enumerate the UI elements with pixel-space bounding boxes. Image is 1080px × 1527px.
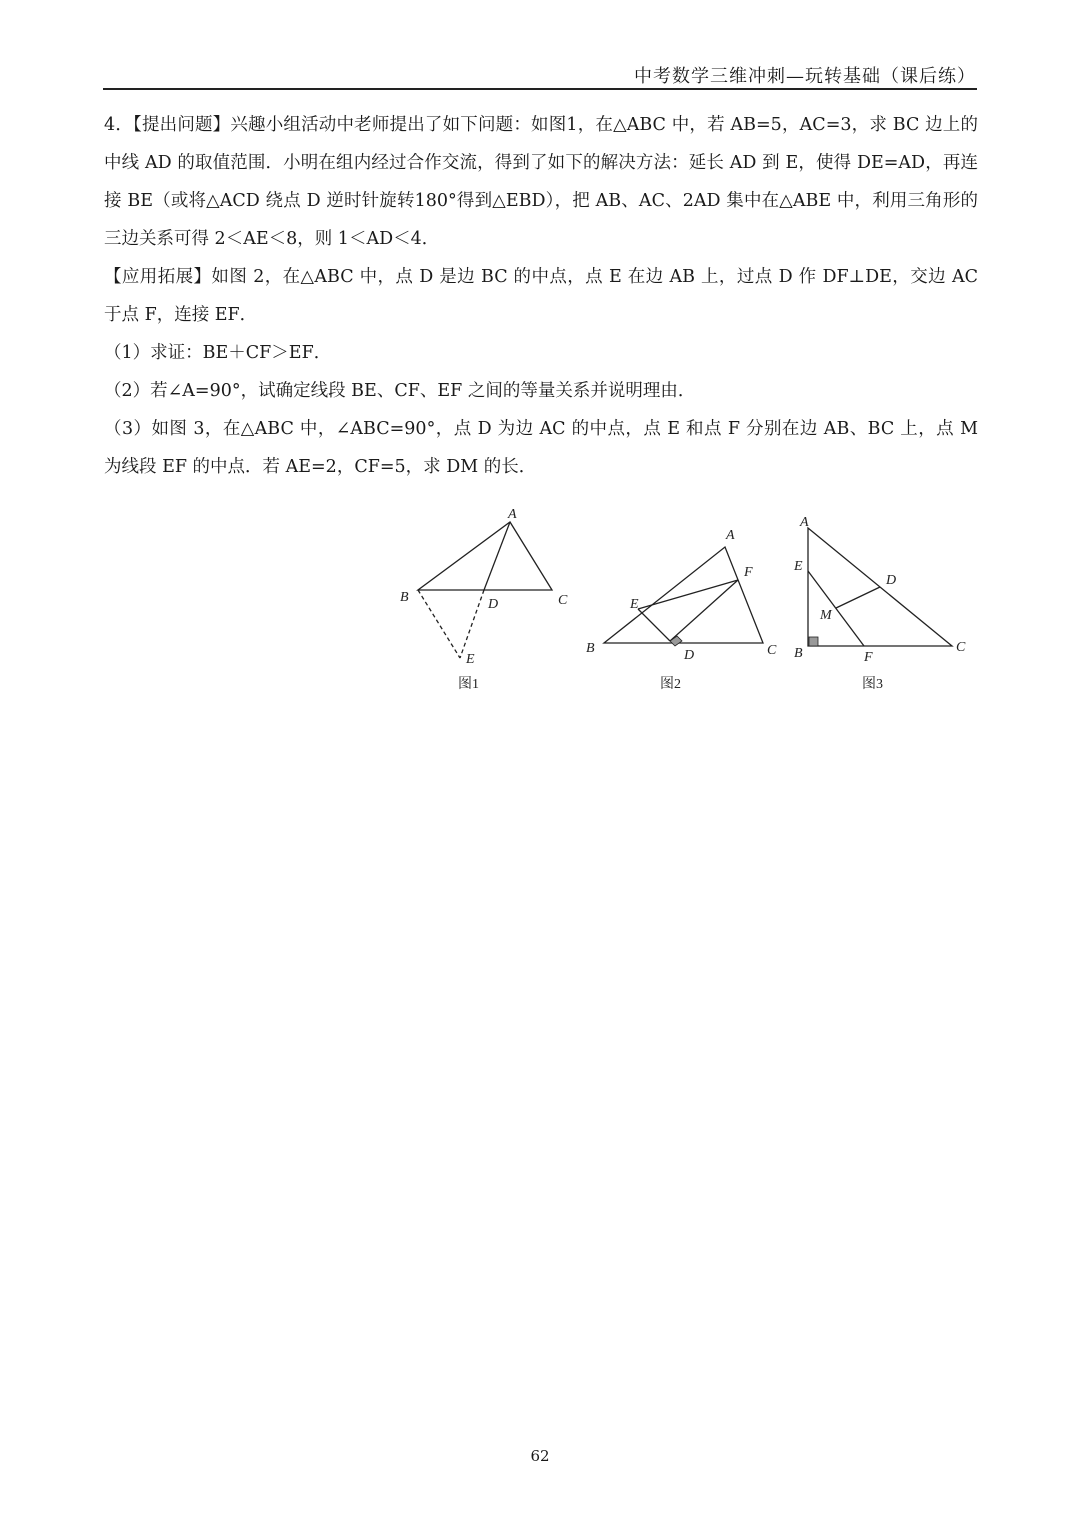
figure-3	[780, 500, 980, 700]
fig3-label-f: F	[864, 650, 873, 665]
fig1-triangle-abc	[418, 522, 552, 590]
fig3-segment-md	[836, 587, 880, 608]
fig2-label-b: B	[586, 641, 595, 656]
fig1-label-a: A	[508, 507, 517, 522]
fig2-right-angle-mark	[670, 636, 682, 646]
figure-1	[380, 500, 580, 700]
fig1-label-d: D	[488, 597, 499, 612]
fig2-label-a: A	[726, 528, 735, 543]
question-2: （2）若∠A=90°，试确定线段 BE、CF、EF 之间的等量关系并说明理由．	[104, 381, 696, 401]
figures-row	[380, 500, 980, 700]
fig1-segment-de	[460, 590, 484, 658]
problem-intro: 4．【提出问题】兴趣小组活动中老师提出了如下问题：如图1，在△ABC 中，若 AB=5，AC=3，求 BC 边上的中线 AD 的取值范围．小明在组内经过合作交流，得到了如下的解决方法：延长 AD 到 E，使得 DE=AD，再连接 BE（或将△ACD 绕点 D 逆时针旋转180°得到△EBD），把 AB、AC、2AD 集中在△ABE 中，利用三角形的三边关系可得 2＜AE＜8，则 1＜AD＜4．	[104, 115, 978, 249]
fig3-label-b: B	[794, 646, 803, 661]
question-1: （1）求证：BE＋CF＞EF．	[104, 343, 332, 363]
problem-extension: 【应用拓展】如图 2，在△ABC 中，点 D 是边 BC 的中点，点 E 在边 AB 上，过点 D 作 DF⊥DE，交边 AC 于点 F，连接 EF．	[104, 267, 978, 325]
fig1-label-e: E	[466, 652, 475, 667]
fig3-label-d: D	[886, 573, 897, 588]
fig2-label-d: D	[684, 648, 695, 663]
fig2-segment-ef	[638, 580, 738, 609]
fig2-segment-df	[670, 580, 738, 641]
fig1-segment-be	[418, 590, 460, 658]
fig3-label-c: C	[956, 640, 966, 655]
fig3-label-e: E	[794, 559, 803, 574]
fig1-label-c: C	[558, 593, 568, 608]
fig3-segment-ef	[808, 571, 864, 646]
fig3-caption: 图3	[862, 677, 883, 692]
fig2-label-c: C	[767, 643, 777, 658]
page-number: 62	[530, 1447, 550, 1465]
header-rule	[103, 88, 977, 90]
fig2-segment-ed	[638, 609, 670, 641]
question-3: （3）如图 3，在△ABC 中，∠ABC=90°，点 D 为边 AC 的中点，点 E 和点 F 分别在边 AB、BC 上，点 M 为线段 EF 的中点．若 AE=2，CF=5，求 DM 的长．	[104, 419, 978, 477]
fig2-caption: 图2	[660, 677, 681, 692]
figure-2	[580, 500, 780, 700]
fig3-label-a: A	[800, 515, 809, 530]
running-header: 中考数学三维冲刺—玩转基础（课后练）	[634, 66, 976, 87]
problem-body	[104, 106, 978, 486]
fig1-label-b: B	[400, 590, 409, 605]
fig1-caption: 图1	[458, 677, 479, 692]
fig3-right-angle-mark	[809, 637, 818, 646]
fig3-label-m: M	[820, 608, 832, 623]
fig2-label-f: F	[744, 565, 753, 580]
fig2-label-e: E	[630, 597, 639, 612]
